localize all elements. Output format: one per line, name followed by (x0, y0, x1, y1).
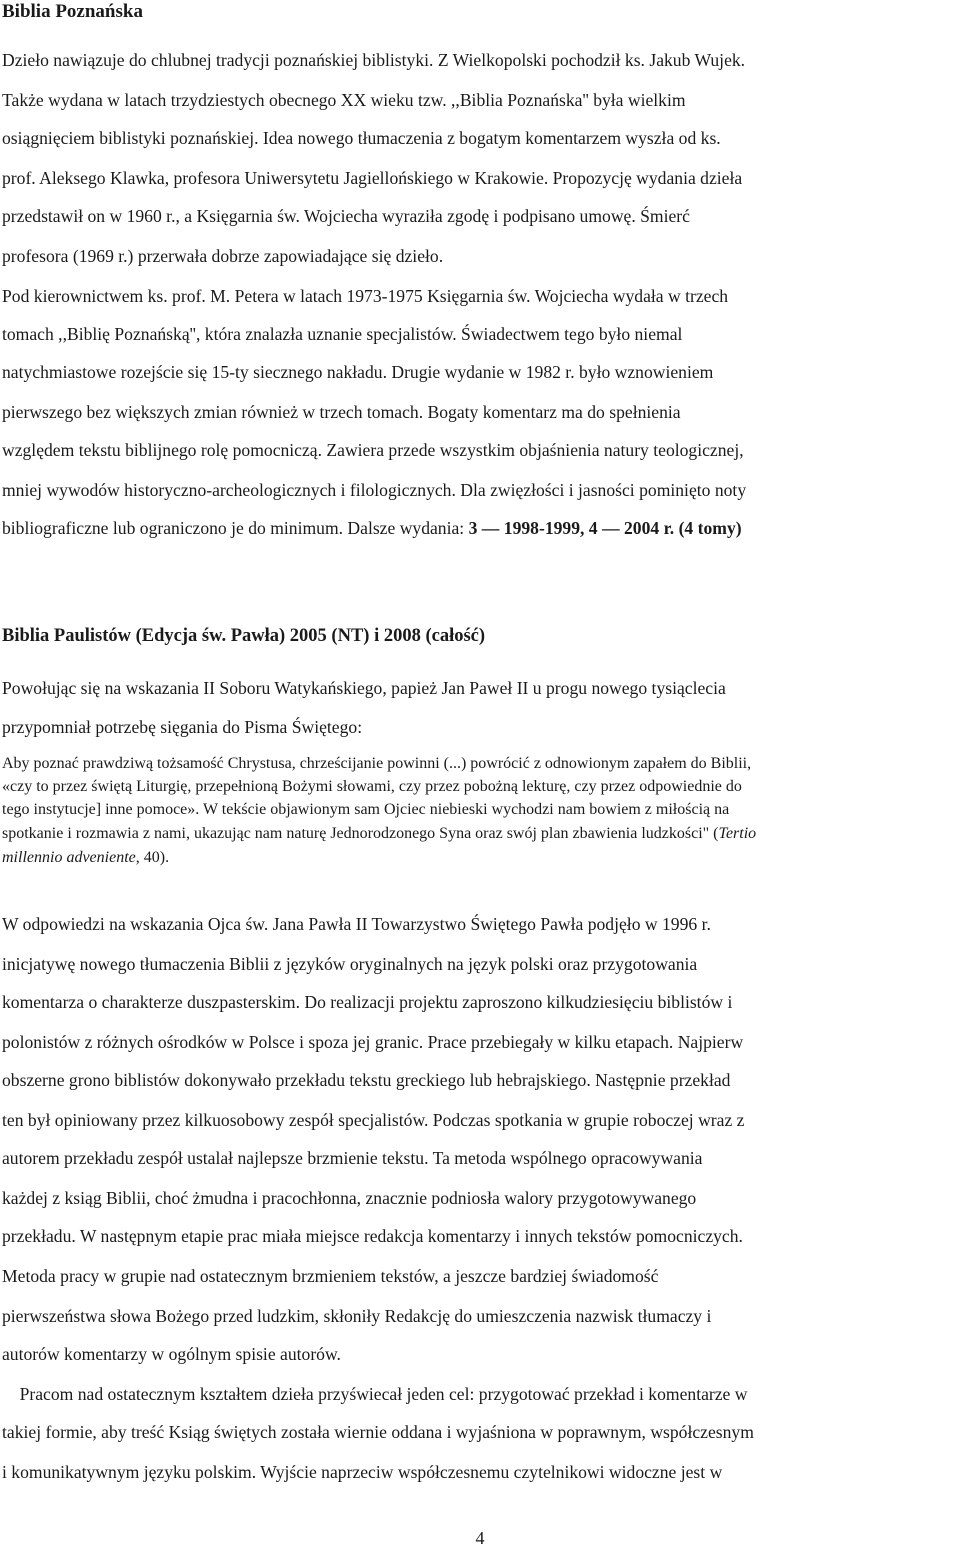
text-line (2, 89, 686, 111)
text-line (2, 517, 742, 539)
text-line-content: prof. Aleksego Klawka, profesora Uniwersytetu Jagiellońskiego w Krakowie. Propozycję wydania dzieła (2, 168, 743, 188)
text-line (2, 401, 681, 423)
text-line: W odpowiedzi na wskazania Ojca św. Jana Pawła II Towarzystwo Świętego Pawła podjęło w 1996 r. (2, 914, 711, 934)
text-line: Metoda pracy w grupie nad ostatecznym brzmieniem tekstów, a jeszcze bardziej świadomość (2, 1266, 659, 1286)
text-line (2, 127, 721, 149)
quote-line (2, 800, 729, 820)
text-line-content: mniej wywodów historyczno-archeologicznych i filologicznych. Dla zwięzłości i jasności pominięto noty (2, 480, 747, 500)
page-number: 4 (475, 1528, 485, 1548)
quote-line (2, 777, 742, 797)
text-line (2, 49, 745, 71)
text-line (2, 245, 443, 267)
section-heading-biblia-paulistow: Biblia Paulistów (Edycja św. Pawła) 2005 (NT) i 2008 (całość) (2, 626, 486, 646)
text-line: obszerne grono biblistów dokonywało przekładu tekstu greckiego lub hebrajskiego. Następnie przekład (2, 1070, 731, 1090)
text-line (2, 361, 713, 383)
text-line: przypomniał potrzebę sięgania do Pisma Świętego: (2, 717, 363, 737)
text-line-content: pierwszego bez większych zmian również w trzech tomach. Bogaty komentarz ma do spełnienia (2, 402, 681, 422)
text-line: każdej z ksiąg Biblii, choć żmudna i pracochłonna, znacznie podniosła walory przygotowywanego (2, 1188, 697, 1208)
text-line: autorem przekładu zespół ustalał najlepsze brzmienie tekstu. Ta metoda wspólnego opracowywania (2, 1148, 703, 1168)
quote-line (2, 848, 169, 868)
quote-line-content: spotkanie i rozmawia z nami, ukazując nam naturę Jednorodzonego Syna oraz swój plan zbawienia ludzkości" ( (2, 825, 719, 842)
quote-source-reference: , 40). (135, 849, 170, 866)
text-line (2, 479, 746, 501)
text-line (2, 167, 742, 189)
text-line: ten był opiniowany przez kilkuosobowy zespół specjalistów. Podczas spotkania w grupie roboczej wraz z (2, 1110, 745, 1130)
quote-source-title-part1: Tertio (718, 825, 757, 842)
text-line-content: osiągnięciem biblistyki poznańskiej. Idea nowego tłumaczenia z bogatym komentarzem wyszła od ks. (2, 128, 721, 148)
text-line-content: przedstawił on w 1960 r., a Księgarnia św. Wojciecha wyraziła zgodę i podpisano umowę. Śmierć (2, 206, 690, 226)
text-line-content: bibliograficzne lub ograniczono je do minimum. Dalsze wydania: (2, 518, 469, 538)
quote-source-title-part2: millennio adveniente (2, 849, 136, 866)
document-title: Biblia Poznańska (2, 1, 143, 22)
quote-line-content: Aby poznać prawdziwą tożsamość Chrystusa, chrześcijanie powinni (...) powrócić z odnowionym zapałem do Biblii, (2, 755, 752, 772)
text-line-content: Dzieło nawiązuje do chlubnej tradycji poznańskiej biblistyki. Z Wielkopolski pochodził ks. Jakub Wujek. (2, 50, 746, 70)
text-line-content: względem tekstu biblijnego rolę pomocniczą. Zawiera przede wszystkim objaśnienia natury teologicznej, (2, 440, 744, 460)
quote-line (2, 824, 756, 844)
text-line-content: Także wydana w latach trzydziestych obecnego XX wieku tzw. ,,Biblia Poznańska'' była wielkim (2, 90, 686, 110)
text-line: Pracom nad ostatecznym kształtem dzieła przyświecał jeden cel: przygotować przekład i komentarze w (2, 1384, 748, 1404)
text-line: pierwszeństwa słowa Bożego przed ludzkim, skłoniły Redakcję do umieszczenia nazwisk tłumaczy i (2, 1306, 712, 1326)
text-line-content: profesora (1969 r.) przerwała dobrze zapowiadające się dzieło. (2, 246, 444, 266)
editions-list: 3 — 1998-1999, 4 — 2004 r. (4 tomy) (468, 518, 742, 538)
text-line: takiej formie, aby treść Ksiąg świętych została wiernie oddana i wyjaśniona w poprawnym, współczesnym (2, 1422, 754, 1442)
text-line (2, 439, 744, 461)
text-line-content: Pod kierownictwem ks. prof. M. Petera w latach 1973-1975 Księgarnia św. Wojciecha wydała w trzech (2, 286, 729, 306)
text-line (2, 323, 682, 345)
text-line: autorów komentarzy w ogólnym spisie autorów. (2, 1344, 341, 1364)
text-line: inicjatywę nowego tłumaczenia Biblii z języków oryginalnych na język polski oraz przygotowania (2, 954, 698, 974)
text-line-content: natychmiastowe rozejście się 15-ty siecznego nakładu. Drugie wydanie w 1982 r. było wznowieniem (2, 362, 714, 382)
text-line: polonistów z różnych ośrodków w Polsce i spoza jej granic. Prace przebiegały w kilku etapach. Najpierw (2, 1032, 744, 1052)
quote-line (2, 754, 751, 774)
text-line: Powołując się na wskazania II Soboru Watykańskiego, papież Jan Paweł II u progu nowego tysiąclecia (2, 678, 726, 698)
quote-line-content: «czy to przez świętą Liturgię, przepełnioną Bożymi słowami, czy przez pobożną lekturę, czy przez odpowiednie do (2, 778, 742, 795)
text-line (2, 285, 728, 307)
text-line (2, 205, 690, 227)
text-line-content: tomach ,,Biblię Poznańską'', która znalazła uznanie specjalistów. Świadectwem tego było niemal (2, 324, 683, 344)
text-line: i komunikatywnym języku polskim. Wyjście naprzeciw współczesnemu czytelnikowi widoczne jest w (2, 1462, 723, 1482)
quote-line-content: tego instytucje] inne pomoce». W tekście objawionym sam Ojciec niebieski wychodzi nam bowiem z miłością na (2, 801, 730, 818)
text-line: przekładu. W następnym etapie prac miała miejsce redakcja komentarzy i innych tekstów pomocniczych. (2, 1226, 743, 1246)
text-line: komentarza o charakterze duszpasterskim. Do realizacji projektu zaproszono kilkudziesięciu biblistów i (2, 992, 733, 1012)
